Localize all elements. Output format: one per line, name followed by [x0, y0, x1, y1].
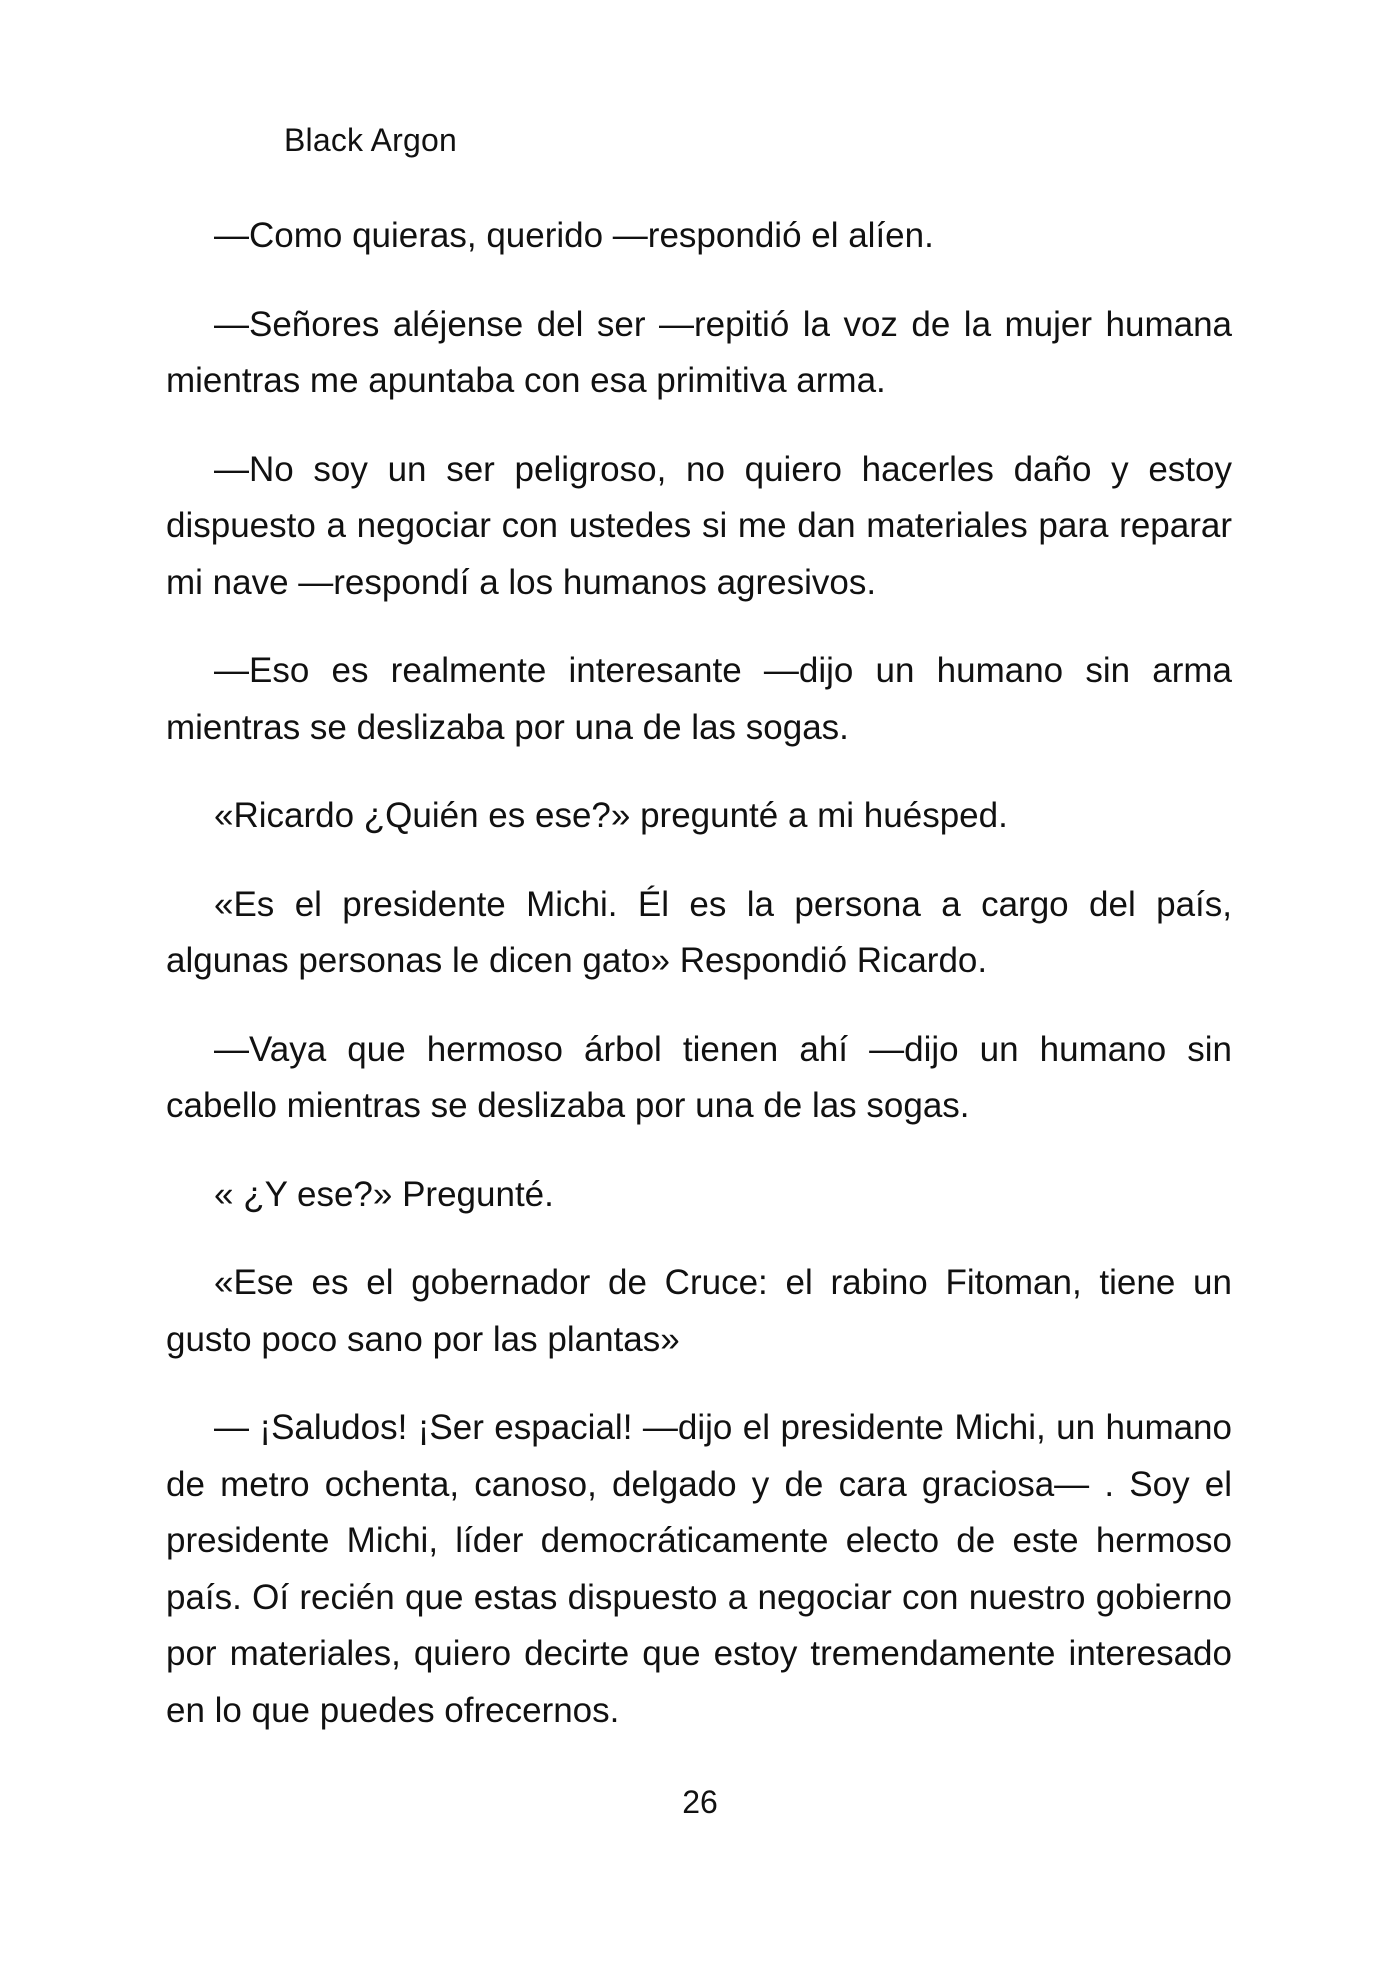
paragraph: —No soy un ser peligroso, no quiero hacerles daño y estoy dispuesto a negociar con ustedes si me dan materiales para reparar mi nave —respondí a los humanos agresivos. — [166, 449, 1232, 602]
paragraph: «Ricardo ¿Quién es ese?» pregunté a mi huésped. — [214, 796, 1008, 835]
paragraph: —Señores aléjense del ser —repitió la voz de la mujer humana mientras me apuntaba con esa primitiva arma. — [166, 304, 1232, 400]
paragraph: «Ese es el gobernador de Cruce: el rabino Fitoman, tiene un gusto poco sano por las plantas» — [166, 1263, 1232, 1359]
paragraph: «Es el presidente Michi. Él es la persona a cargo del país, algunas personas le dicen gato» Respondió Ricardo. — [166, 884, 1232, 980]
paragraph: « ¿Y ese?» Pregunté. — [214, 1174, 554, 1214]
paragraph: —Vaya que hermoso árbol tienen ahí —dijo un humano sin cabello mientras se deslizaba por una de las sogas. — [166, 1029, 1232, 1125]
running-header: Black Argon — [284, 122, 457, 158]
paragraph: — ¡Saludos! ¡Ser espacial! —dijo el presidente Michi, un humano de metro ochenta, canoso, delgado y de cara graciosa— . Soy el presidente Michi, líder democráticamente electo de este hermoso país. Oí recién que estas dispuesto a negociar con nuestro gobierno por materiales, quiero decirte que estoy tremendamente interesado en lo que puedes ofrecernos. — [166, 1408, 1232, 1730]
page-number: 26 — [682, 1784, 718, 1820]
paragraph: —Como quieras, querido —respondió el alíen. — [214, 216, 934, 255]
paragraph: —Eso es realmente interesante —dijo un humano sin arma mientras se deslizaba por una de las sogas. — [166, 651, 1232, 747]
page-body — [166, 208, 1232, 1739]
